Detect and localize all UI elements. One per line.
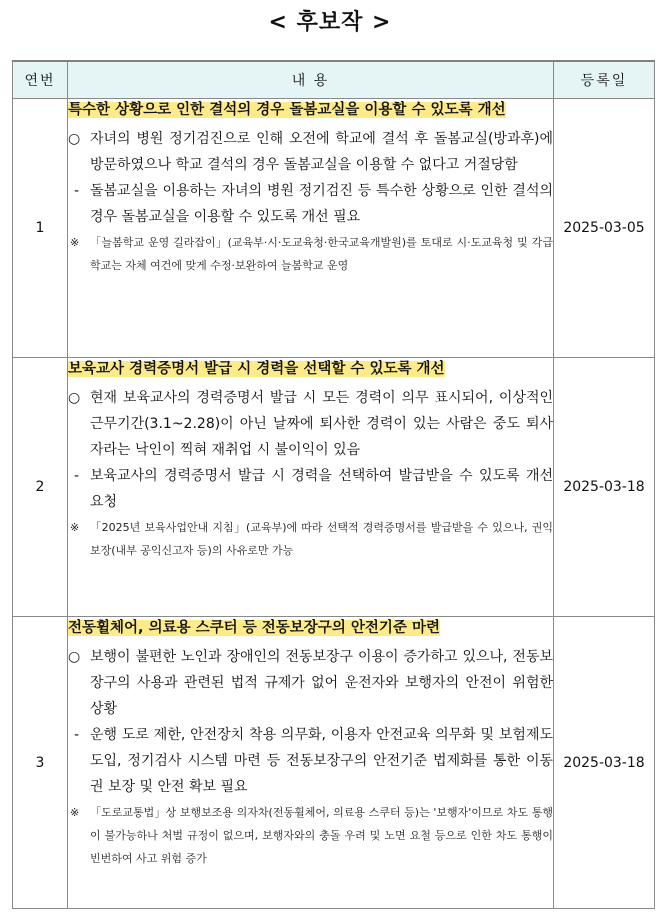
circle-bullet-icon: ○: [68, 649, 81, 665]
row-headline: 보육교사 경력증명서 발급 시 경력을 선택할 수 있도록 개선: [68, 361, 445, 377]
row-headline: 전동휠체어, 의료용 스쿠터 등 전동보장구의 안전기준 마련: [68, 620, 440, 636]
table-row: [13, 358, 655, 617]
note-item: [68, 801, 553, 870]
circle-item-text: 자녀의 병원 정기검진으로 인해 오전에 학교에 결석 후 돌봄교실(방과후)에 방문하였으나 학교 결석의 경우 돌봄교실을 이용할 수 없다고 거절당함: [90, 131, 553, 173]
circle-bullet-icon: ○: [68, 390, 81, 406]
reference-mark-icon: ※: [70, 236, 80, 249]
dash-bullet-icon: -: [74, 468, 80, 484]
note-text: 「2025년 보육사업안내 지침」(교육부)에 따라 선택적 경력증명서를 발급받을 수 있으나, 권익보장(내부 공익신고자 등)의 사유로만 가능: [90, 521, 553, 557]
circle-item-text: 보행이 불편한 노인과 장애인의 전동보장구 이용이 증가하고 있으나, 전동보장구의 사용과 관련된 법적 규제가 없어 운전자와 보행자의 안전이 위험한 상황: [90, 649, 553, 717]
circle-item: [68, 644, 553, 722]
header-date: 등록일: [554, 61, 655, 99]
row-content: [68, 358, 554, 617]
row-content: [68, 99, 554, 358]
circle-item: [68, 126, 553, 178]
header-num: 연번: [13, 61, 68, 99]
dash-bullet-icon: -: [74, 183, 80, 199]
row-num: 3: [13, 617, 68, 909]
note-item: [68, 516, 553, 562]
dash-item-text: 보육교사의 경력증명서 발급 시 경력을 선택하여 발급받을 수 있도록 개선 요청: [90, 468, 553, 510]
reference-mark-icon: ※: [70, 521, 80, 534]
row-date: 2025-03-18: [554, 617, 655, 909]
table-header-row: [13, 61, 655, 99]
dash-bullet-icon: -: [74, 727, 80, 743]
proposal-table: [12, 60, 655, 909]
row-date: 2025-03-05: [554, 99, 655, 358]
row-content: [68, 617, 554, 909]
note-text: 「늘봄학교 운영 길라잡이」(교육부·시·도교육청·한국교육개발원)를 토대로 시·도교육청 및 각급학교는 자체 여건에 맞게 수정·보완하여 늘봄학교 운영: [90, 236, 553, 272]
circle-item-text: 현재 보육교사의 경력증명서 발급 시 모든 경력이 의무 표시되어, 이상적인 근무기간(3.1~2.28)이 아닌 날짜에 퇴사한 경력이 있는 사람은 중도 퇴사자라는 낙인이 찍혀 재취업 시 불이익이 있음: [90, 390, 553, 458]
circle-item: [68, 385, 553, 463]
table-row: [13, 99, 655, 358]
dash-item: [68, 463, 553, 515]
header-content: 내 용: [68, 61, 554, 99]
table-row: [13, 617, 655, 909]
dash-item-text: 운행 도로 제한, 안전장치 착용 의무화, 이용자 안전교육 의무화 및 보험제도 도입, 정기검사 시스템 마련 등 전동보장구의 안전기준 법제화를 통한 이동권 보장 및 안전 확보 필요: [90, 727, 553, 795]
row-date: 2025-03-18: [554, 358, 655, 617]
dash-item: [68, 178, 553, 230]
page-title: < 후보작 >: [268, 10, 392, 35]
note-text: 「도로교통법」상 보행보조용 의자차(전동휠체어, 의료용 스쿠터 등)는 '보행자'이므로 차도 통행이 불가능하나 처벌 규정이 없으며, 보행자와의 충돌 우려 및 노면 요철 등으로 인한 차도 통행이 빈번하여 사고 위험 증가: [90, 806, 553, 865]
row-headline: 특수한 상황으로 인한 결석의 경우 돌봄교실을 이용할 수 있도록 개선: [68, 102, 506, 118]
dash-item: [68, 722, 553, 800]
row-num: 2: [13, 358, 68, 617]
reference-mark-icon: ※: [70, 806, 80, 819]
note-item: [68, 231, 553, 277]
circle-bullet-icon: ○: [68, 131, 81, 147]
dash-item-text: 돌봄교실을 이용하는 자녀의 병원 정기검진 등 특수한 상황으로 인한 결석의 경우 돌봄교실을 이용할 수 있도록 개선 필요: [90, 183, 553, 225]
row-num: 1: [13, 99, 68, 358]
